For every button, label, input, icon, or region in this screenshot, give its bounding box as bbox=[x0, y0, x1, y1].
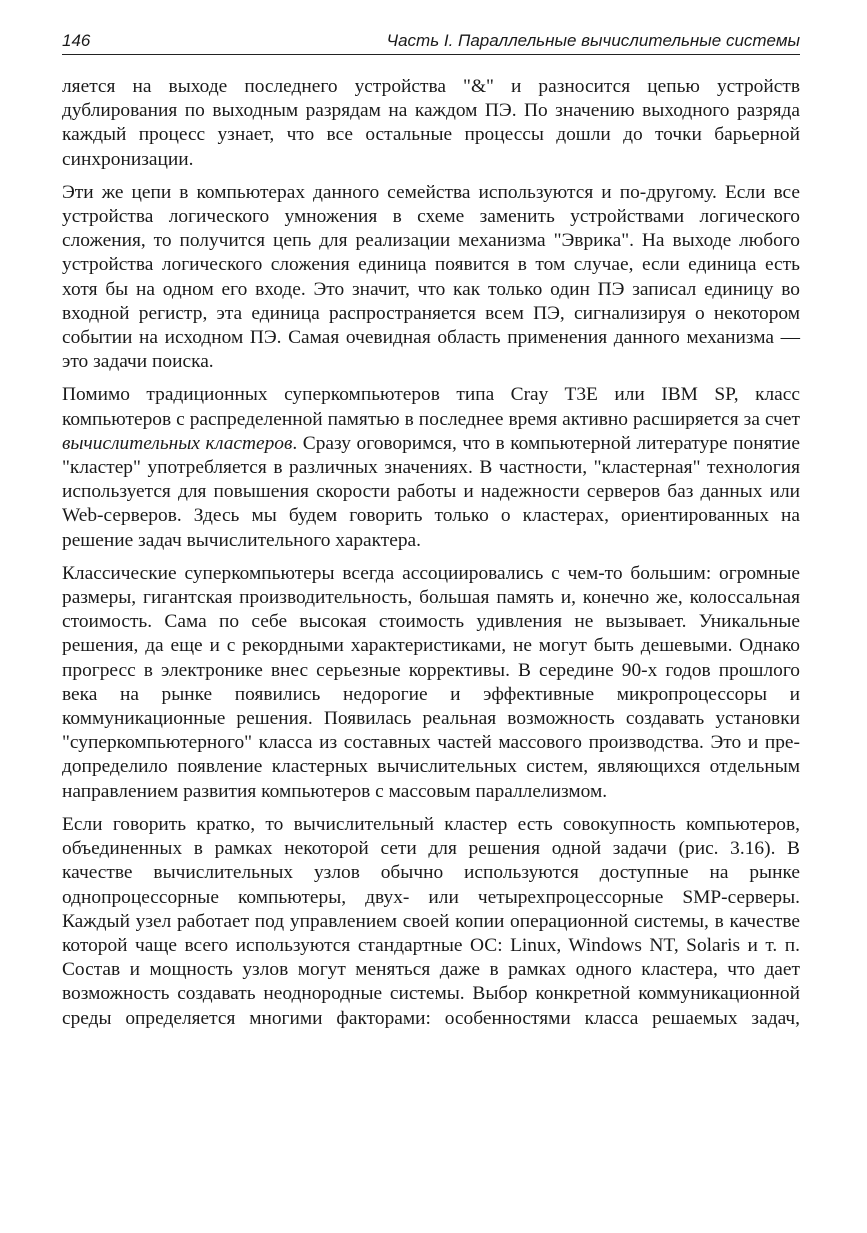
paragraph-3-text-before: Помимо традиционных суперкомпьютеров типа Cray T3E или IBM SP, класс компьютеров с распределенной памятью в последнее время активно расширяется за счет bbox=[62, 384, 800, 430]
book-page bbox=[62, 28, 800, 1031]
paragraph-2: Эти же цепи в компьютерах данного семейства используются и по-другому. Если все устройства логического умножения в схеме заменить устройствами логического сложения, то получится цепь для реализации механизма "Эврика". На выходе любого устройства логического сложения единица появится в том случае, если единица есть хотя бы на одном его входе. Это значит, что как только один ПЭ записал единицу во входной регистр, эта единица распространяется всем ПЭ, сигнализируя о некотором событии на исходном ПЭ. Самая очевидная область применения данного механизма — это задачи поиска. bbox=[62, 181, 800, 373]
paragraph-1: ляется на выходе последнего устройства "&" и разносится цепью устройств дублирования по выходным разрядам на каждом ПЭ. По значению выходного разряда каждый процесс узнает, что все остальные процессы дошли до точки барьерной синхронизации. bbox=[62, 76, 800, 170]
page-number: 146 bbox=[62, 31, 91, 50]
chapter-title: Часть I. Параллельные вычислительные системы bbox=[386, 31, 800, 50]
paragraph-3-text-after: . Сразу оговоримся, что в компьютерной литературе понятие "кластер" употребляется в различных значениях. В частности, "кластерная" технология используется для повышения скорости работы и надежности серверов баз данных или Web-серверов. Здесь мы будем говорить только о кластерах, ориентированных на решение задач вычислительного характера. bbox=[62, 432, 800, 551]
paragraph-4: Классические суперкомпьютеры всегда ассоциировались с чем-то большим: огромные размеры, гигантская производительность, большая память и, конечно же, колоссальная стоимость. Сама по себе высокая стоимость удивления не вызывает. Уникальные решения, да еще и с рекордными характеристиками, не могут быть дешевыми. Однако прогресс в электронике внес серьезные коррективы. В середине 90-х годов прошлого века на рынке появились недорогие и эффективные микропроцессоры и коммуникационные решения. Появилась реальная возможность создавать установки "суперкомпьютерного" класса из составных частей массового производства. Это и предопределило появление кластерных вычислительных систем, являющихся отдельным направлением развития компьютеров с массовым параллелизмом. bbox=[62, 562, 800, 802]
body-text bbox=[62, 75, 800, 1031]
emphasized-term: вычислительных кластеров bbox=[62, 432, 293, 454]
running-header bbox=[62, 28, 800, 55]
paragraph-5: Если говорить кратко, то вычислительный кластер есть совокупность компьютеров, объединенных в рамках некоторой сети для решения одной задачи (рис. 3.16). В качестве вычислительных узлов обычно используются доступные на рынке однопроцессорные компьютеры, двух- или четырехпроцессорные SMP-серверы. Каждый узел работает под управлением своей копии операционной системы, в качестве которой чаще всего используются стандартные ОС: Linux, Windows NT, Solaris и т. п. Состав и мощность узлов могут меняться даже в рамках одного кластера, что дает возможность создавать неоднородные системы. Выбор конкретной коммуникационной среды определяется многими факторами: особенностями класса решаемых задач, bbox=[62, 813, 800, 1029]
paragraph-3 bbox=[62, 383, 800, 552]
